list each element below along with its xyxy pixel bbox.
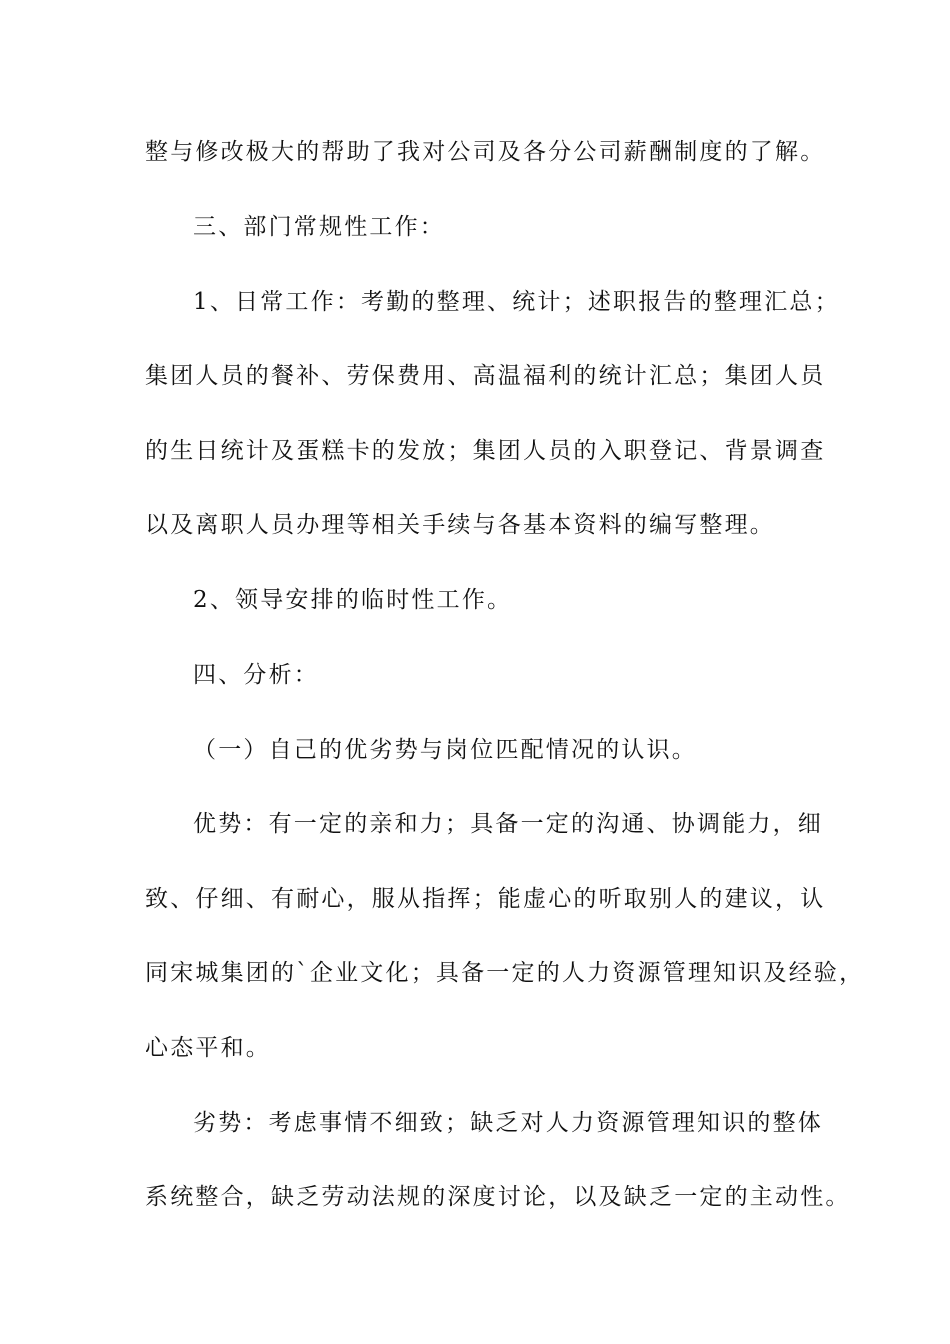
text-line-15: 系统整合，缺乏劳动法规的深度讨论，以及缺乏一定的主动性。 (145, 1184, 851, 1210)
text-line-5: 的生日统计及蛋糕卡的发放；集团人员的入职登记、背景调查 (145, 438, 826, 464)
text-line-4: 集团人员的餐补、劳保费用、高温福利的统计汇总；集团人员 (145, 363, 826, 389)
text-line-3: 1、日常工作：考勤的整理、统计；述职报告的整理汇总； (193, 289, 840, 315)
text-line-12: 同宋城集团的`企业文化；具备一定的人力资源管理知识及经验， (145, 960, 865, 986)
section-heading-4: 四、分析： (193, 662, 319, 688)
text-line-1: 整与修改极大的帮助了我对公司及各分公司薪酬制度的了解。 (145, 139, 826, 165)
subsection-heading-1: （一）自己的优劣势与岗位匹配情况的认识。 (193, 737, 697, 763)
text-line-10: 优势：有一定的亲和力；具备一定的沟通、协调能力，细 (193, 811, 823, 837)
text-line-6: 以及离职人员办理等相关手续与各基本资料的编写整理。 (145, 512, 775, 538)
text-line-11: 致、仔细、有耐心，服从指挥；能虚心的听取别人的建议，认 (145, 886, 826, 912)
text-line-13: 心态平和。 (145, 1035, 271, 1061)
section-heading-3: 三、部门常规性工作： (193, 214, 445, 240)
text-line-7: 2、领导安排的临时性工作。 (193, 587, 513, 613)
text-line-14: 劣势：考虑事情不细致；缺乏对人力资源管理知识的整体 (193, 1110, 823, 1136)
